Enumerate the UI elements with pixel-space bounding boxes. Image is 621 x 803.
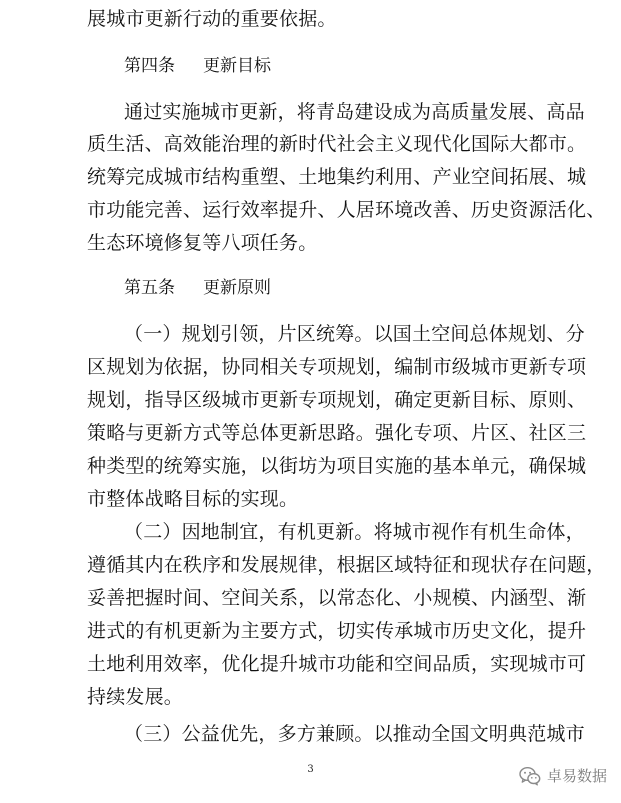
wechat-icon bbox=[519, 766, 541, 786]
body-text-line: 妥善把握时间、空间关系，以常态化、小规模、内涵型、渐 bbox=[87, 587, 587, 609]
body-text-line: 通过实施城市更新，将青岛建设成为高质量发展、高品 bbox=[124, 101, 585, 123]
body-text-line: 市整体战略目标的实现。 bbox=[87, 488, 299, 510]
body-text-line: 进式的有机更新为主要方式，切实传承城市历史文化，提升 bbox=[87, 620, 587, 642]
article-heading-4 bbox=[124, 55, 271, 77]
body-text-line: 质生活、高效能治理的新时代社会主义现代化国际大都市。 bbox=[87, 133, 587, 155]
body-text-line: 种类型的统筹实施，以街坊为项目实施的基本单元，确保城 bbox=[87, 455, 587, 477]
body-text-line: （三）公益优先，多方兼顾。以推动全国文明典范城市 bbox=[124, 723, 585, 745]
page-number: 3 bbox=[307, 764, 314, 775]
watermark-label: 卓易数据 bbox=[546, 767, 607, 785]
body-text-line: 土地利用效率，优化提升城市功能和空间品质，实现城市可 bbox=[87, 653, 587, 675]
article-number: 第四条 bbox=[124, 56, 175, 76]
body-text-line: 规划，指导区级城市更新专项规划，确定更新目标、原则、 bbox=[87, 389, 587, 411]
body-text-line: 市功能完善、运行效率提升、人居环境改善、历史资源活化、 bbox=[87, 199, 606, 221]
article-heading-5 bbox=[124, 277, 271, 299]
article-number: 第五条 bbox=[124, 278, 175, 298]
article-title: 更新目标 bbox=[203, 56, 271, 76]
body-text-line: 持续发展。 bbox=[87, 686, 184, 708]
body-text-line: 展城市更新行动的重要依据。 bbox=[87, 8, 337, 30]
body-text-line: 区规划为依据，协同相关专项规划，编制市级城市更新专项 bbox=[87, 356, 587, 378]
article-title: 更新原则 bbox=[203, 278, 271, 298]
body-text-line: （一）规划引领，片区统筹。以国土空间总体规划、分 bbox=[124, 323, 585, 345]
body-text-line: 生态环境修复等八项任务。 bbox=[87, 232, 318, 254]
body-text-line: 统筹完成城市结构重塑、土地集约利用、产业空间拓展、城 bbox=[87, 166, 587, 188]
watermark bbox=[519, 765, 607, 786]
body-text-line: 遵循其内在秩序和发展规律，根据区域特征和现状存在问题， bbox=[87, 554, 606, 576]
body-text-line: 策略与更新方式等总体更新思路。强化专项、片区、社区三 bbox=[87, 422, 587, 444]
body-text-line: （二）因地制宜，有机更新。将城市视作有机生命体， bbox=[124, 521, 585, 543]
